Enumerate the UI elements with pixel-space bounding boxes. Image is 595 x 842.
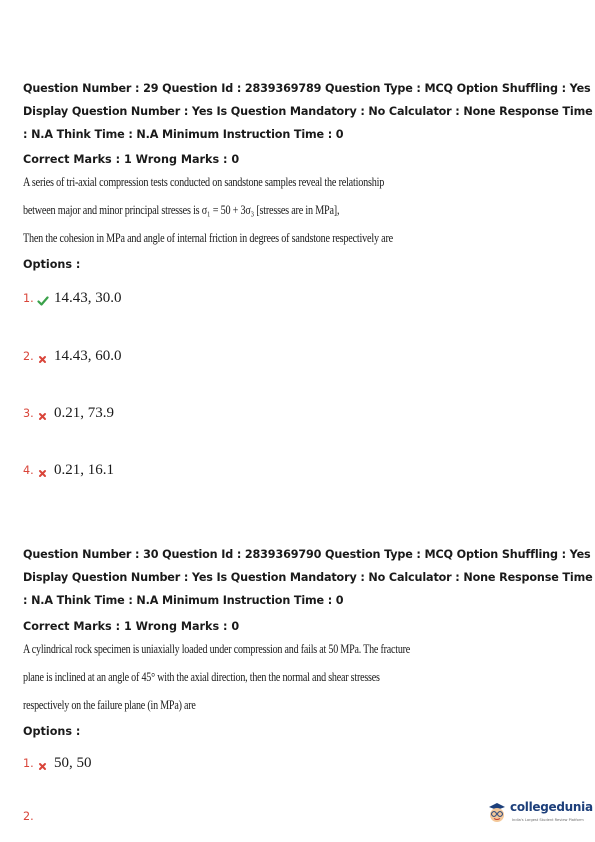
meta-line: : N.A Think Time : N.A Minimum Instruction Time : 0 (23, 594, 344, 607)
option-text: 14.43, 30.0 (54, 289, 122, 306)
meta-line: Display Question Number : Yes Is Question Mandatory : No Calculator : None Response Time (23, 571, 593, 584)
option-number: 1. (23, 291, 34, 305)
option-item[interactable] (23, 806, 37, 826)
option-number: 1. (23, 756, 34, 770)
options-label: Options : (23, 725, 81, 738)
question-text-line: A cylindrical rock specimen is uniaxially loaded under compression and fails at 50 MPa. The fracture (23, 642, 411, 656)
option-text: 0.21, 73.9 (54, 404, 114, 421)
option-item[interactable] (23, 288, 122, 308)
meta-line: Question Number : 30 Question Id : 2839369790 Question Type : MCQ Option Shuffling : Yes (23, 548, 591, 561)
question-text-line: Then the cohesion in MPa and angle of internal friction in degrees of sandstone respectively are (23, 231, 393, 245)
cross-icon (37, 757, 49, 769)
option-number: 2. (23, 349, 34, 363)
question-29-marks: Correct Marks : 1 Wrong Marks : 0 (23, 153, 240, 166)
logo-tagline: India's Largest Student Review Platform (512, 818, 584, 822)
option-text: 50, 50 (54, 754, 92, 771)
option-item[interactable] (23, 403, 114, 423)
option-text: 14.43, 60.0 (54, 347, 122, 364)
cross-icon (37, 464, 49, 476)
option-item[interactable] (23, 346, 122, 366)
question-text-line: A series of tri-axial compression tests conducted on sandstone samples reveal the relationship (23, 175, 385, 189)
option-item[interactable] (23, 753, 92, 773)
cross-icon (37, 407, 49, 419)
meta-line: Display Question Number : Yes Is Question Mandatory : No Calculator : None Response Time (23, 105, 593, 118)
option-number: 2. (23, 809, 34, 823)
question-text-line: between major and minor principal stresses is σ₁ = 50 + 3σ₃ [stresses are in MPa], (23, 203, 340, 217)
logo-wordmark: collegedunia (510, 800, 593, 814)
meta-line: : N.A Think Time : N.A Minimum Instruction Time : 0 (23, 128, 344, 141)
mascot-icon (486, 800, 508, 824)
options-label: Options : (23, 258, 81, 271)
question-30-meta (23, 543, 593, 612)
question-30-marks: Correct Marks : 1 Wrong Marks : 0 (23, 620, 240, 633)
meta-line: Question Number : 29 Question Id : 2839369789 Question Type : MCQ Option Shuffling : Yes (23, 82, 591, 95)
collegedunia-logo (486, 798, 592, 832)
check-icon (37, 292, 49, 304)
option-number: 3. (23, 406, 34, 420)
option-number: 4. (23, 463, 34, 477)
question-text-line: plane is inclined at an angle of 45° with the axial direction, then the normal and shear stresses (23, 670, 380, 684)
option-text: 0.21, 16.1 (54, 461, 114, 478)
option-item[interactable] (23, 460, 114, 480)
question-29-meta (23, 77, 593, 146)
question-text-line: respectively on the failure plane (in MPa) are (23, 698, 196, 712)
cross-icon (37, 350, 49, 362)
